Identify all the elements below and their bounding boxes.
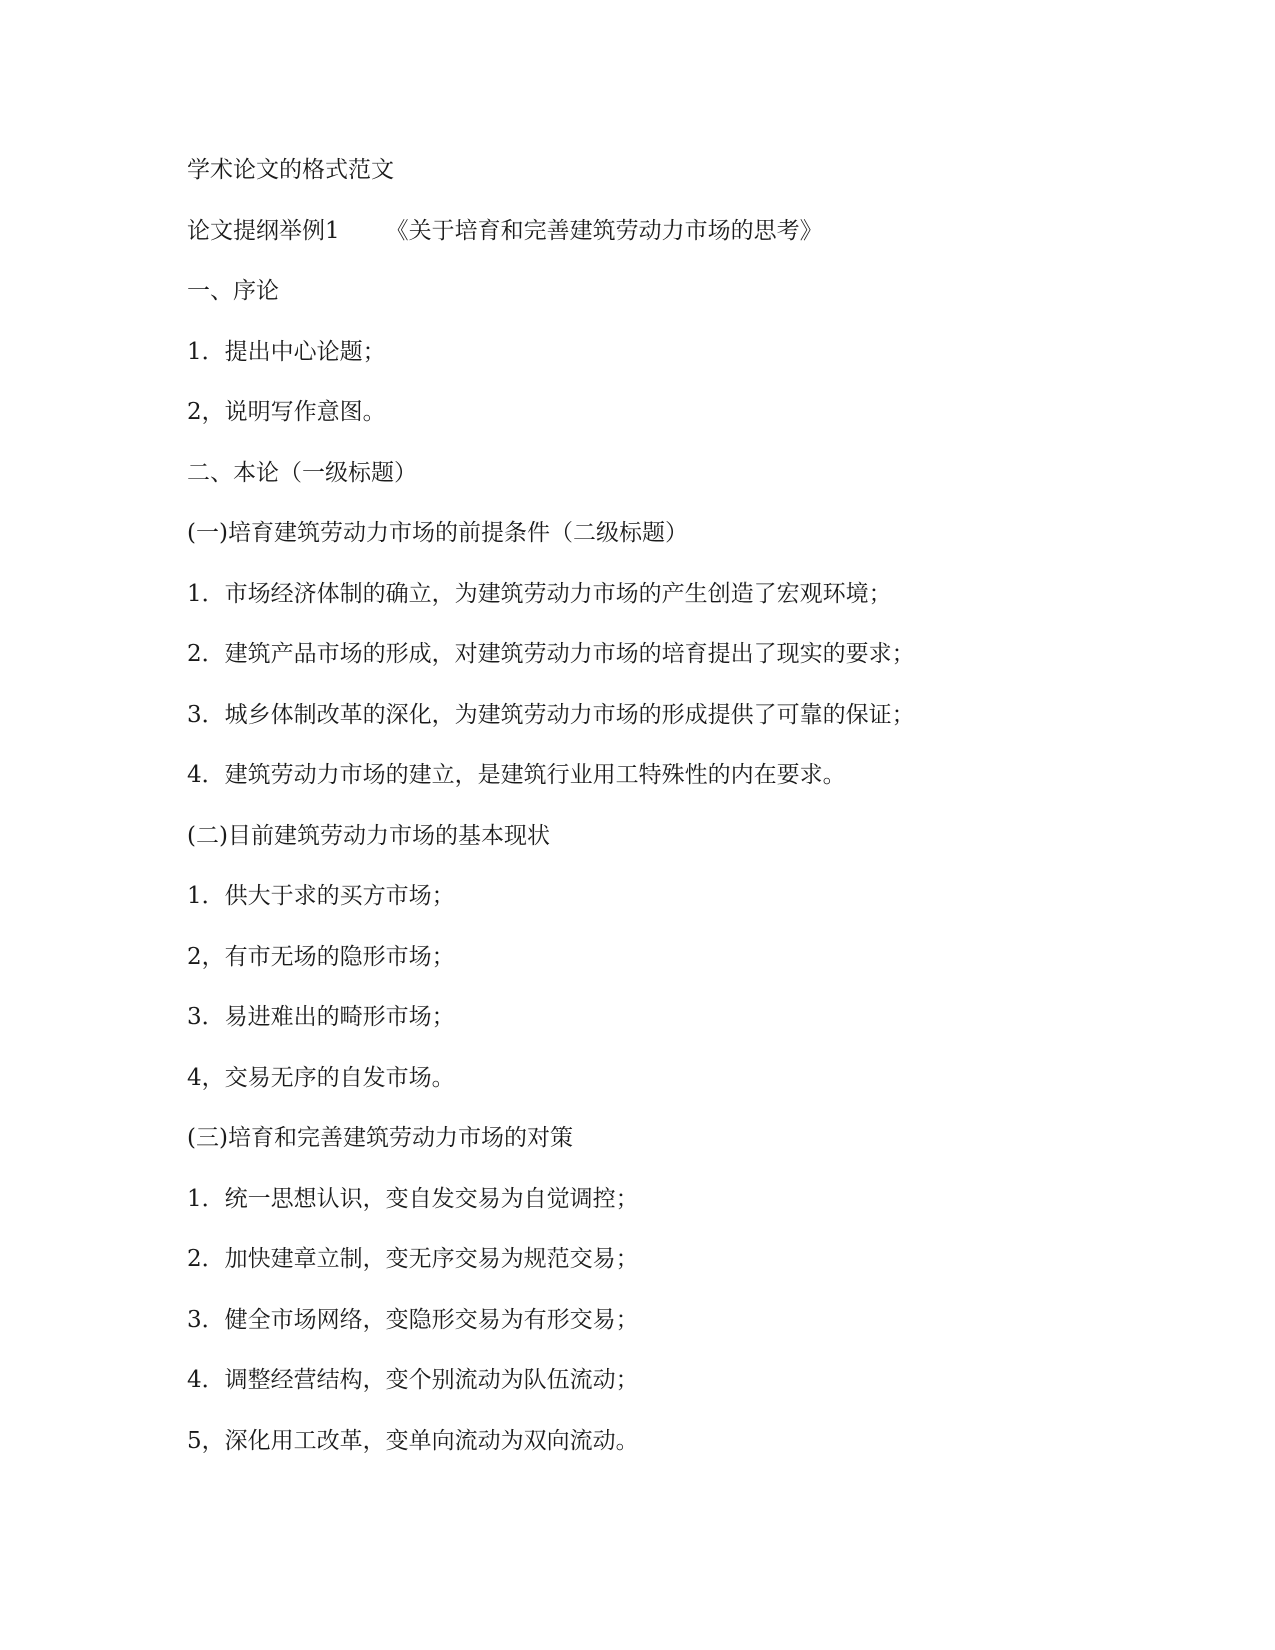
outline-line: (二)目前建筑劳动力市场的基本现状 — [187, 822, 550, 849]
outline-line: 2．建筑产品市场的形成，对建筑劳动力市场的培育提出了现实的要求； — [187, 641, 915, 667]
document-title: 学术论文的格式范文 — [187, 157, 394, 183]
outline-line: 2，有市无场的隐形市场； — [187, 943, 455, 970]
outline-line: 3．城乡体制改革的深化，为建筑劳动力市场的形成提供了可靠的保证； — [187, 701, 915, 728]
outline-line: 1．供大于求的买方市场； — [187, 883, 455, 909]
document-body — [187, 140, 1087, 1471]
paper-title: 《关于培育和完善建筑劳动力市场的思考》 — [385, 217, 823, 244]
outline-line: 1．提出中心论题； — [187, 338, 386, 365]
outline-line: 2．加快建章立制，变无序交易为规范交易； — [187, 1246, 639, 1272]
outline-line: 2，说明写作意图。 — [187, 399, 386, 425]
outline-line: 一、序论 — [187, 278, 279, 304]
outline-line: 5，深化用工改革，变单向流动为双向流动。 — [187, 1427, 639, 1454]
outline-example-heading — [187, 201, 1087, 262]
outline-line: 1．统一思想认识，变自发交易为自觉调控； — [187, 1185, 639, 1212]
outline-line: 二、本论（一级标题） — [187, 459, 417, 486]
outline-line: 4．调整经营结构，变个别流动为队伍流动； — [187, 1367, 639, 1393]
example-label: 论文提纲举例1 — [187, 217, 340, 244]
outline-line: (三)培育和完善建筑劳动力市场的对策 — [187, 1125, 573, 1151]
outline-line: 1．市场经济体制的确立，为建筑劳动力市场的产生创造了宏观环境； — [187, 580, 892, 607]
outline-line: 3．易进难出的畸形市场； — [187, 1004, 455, 1030]
outline-line: 3．健全市场网络，变隐形交易为有形交易； — [187, 1306, 639, 1333]
outline-line: 4，交易无序的自发市场。 — [187, 1064, 455, 1091]
outline-line: (一)培育建筑劳动力市场的前提条件（二级标题） — [187, 520, 688, 546]
outline-line: 4．建筑劳动力市场的建立，是建筑行业用工特殊性的内在要求。 — [187, 762, 846, 788]
